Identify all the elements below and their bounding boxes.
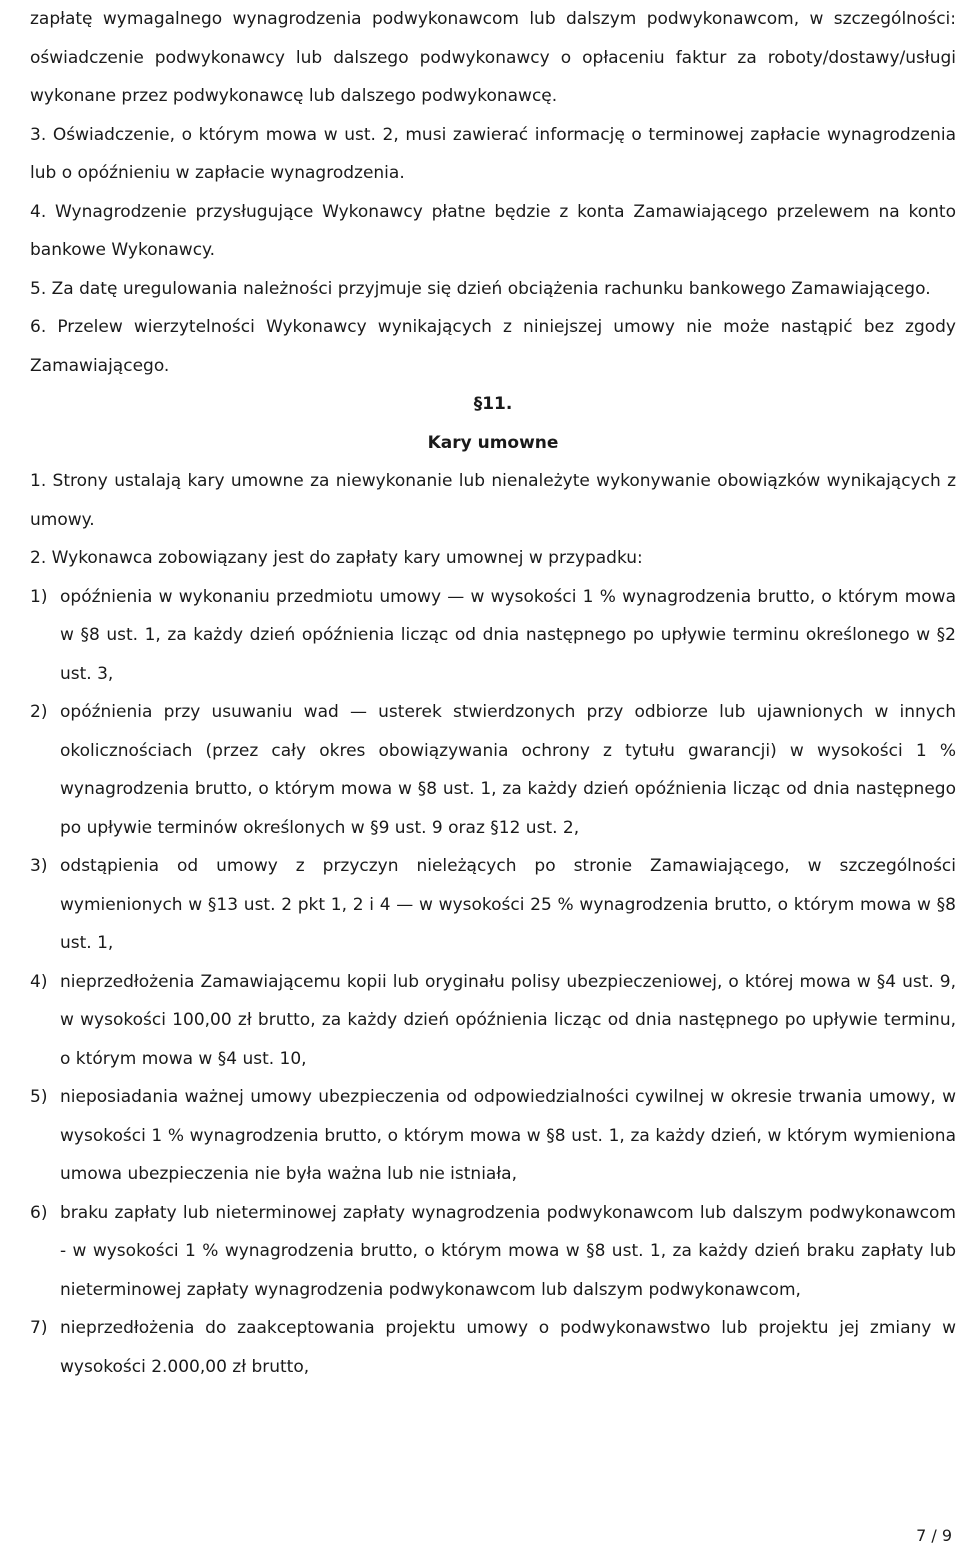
document-body xyxy=(30,0,956,1386)
list-item-number: 1) xyxy=(30,586,48,607)
list-item-text: opóźnienia przy usuwaniu wad — usterek stwierdzonych przy odbiorze lub ujawnionych w innych okolicznościach (przez cały okres obowiązywania ochrony z tytułu gwarancji) w wysokości 1 % wynagrodzenia brutto, o którym mowa w §8 ust. 1, za każdy dzień opóźnienia licząc od dnia następnego po upływie terminów określonych w §9 ust. 9 oraz §12 ust. 2, xyxy=(60,702,956,838)
list-item-number: 2) xyxy=(30,702,48,722)
list-item-number: 5) xyxy=(30,1087,48,1107)
section-paragraph-1: 1. Strony ustalają kary umowne za niewykonanie lub nienależyte wykonywanie obowiązków wynikających z umowy. xyxy=(30,471,956,530)
penalty-list xyxy=(30,578,956,1387)
list-item-text: nieposiadania ważnej umowy ubezpieczenia od odpowiedzialności cywilnej w okresie trwania umowy, w wysokości 1 % wynagrodzenia brutto, o którym mowa w §8 ust. 1, za każdy dzień, w którym wymieniona umowa ubezpieczenia nie była ważna lub nie istniała, xyxy=(60,1087,956,1184)
paragraph-3: 3. Oświadczenie, o którym mowa w ust. 2, musi zawierać informację o terminowej zapłacie wynagrodzenia lub o opóźnieniu w zapłacie wynagrodzenia. xyxy=(30,124,956,183)
paragraph-6: 6. Przelew wierzytelności Wykonawcy wynikających z niniejszej umowy nie może nastąpić bez zgody Zamawiającego. xyxy=(30,317,956,376)
list-item xyxy=(30,1309,956,1386)
section-paragraph-2: 2. Wykonawca zobowiązany jest do zapłaty kary umownej w przypadku: xyxy=(30,548,643,568)
paragraph-continuation: zapłatę wymagalnego wynagrodzenia podwykonawcom lub dalszym podwykonawcom, w szczególności: oświadczenie podwykonawcy lub dalszego podwykonawcy o opłaceniu faktur za roboty/dostawy/usługi wykonane przez podwykonawcę lub dalszego podwykonawcę. xyxy=(30,9,956,106)
list-item-number: 7) xyxy=(30,1318,48,1338)
list-item-text: odstąpienia od umowy z przyczyn nieleżących po stronie Zamawiającego, w szczególności wymienionych w §13 ust. 2 pkt 1, 2 i 4 — w wysokości 25 % wynagrodzenia brutto, o którym mowa w §8 ust. 1, xyxy=(60,856,956,953)
list-item xyxy=(30,1194,956,1310)
list-item-number: 3) xyxy=(30,856,48,876)
list-item xyxy=(30,1078,956,1194)
list-item-text: braku zapłaty lub nieterminowej zapłaty wynagrodzenia podwykonawcom lub dalszym podwykonawcom - w wysokości 1 % wynagrodzenia brutto, o którym mowa w §8 ust. 1, za każdy dzień braku zapłaty lub nieterminowej zapłaty wynagrodzenia podwykonawcom lub dalszym podwykonawcom, xyxy=(60,1202,956,1300)
list-item xyxy=(30,963,956,1079)
list-item xyxy=(30,847,956,963)
list-item-text: opóźnienia w wykonaniu przedmiotu umowy — w wysokości 1 % wynagrodzenia brutto, o którym mowa w §8 ust. 1, za każdy dzień opóźnienia licząc od dnia następnego po upływie terminu określonego w §2 ust. 3, xyxy=(60,586,956,684)
section-number: §11. xyxy=(473,394,513,414)
list-item xyxy=(30,693,956,847)
section-title: Kary umowne xyxy=(427,432,559,453)
list-item-number: 4) xyxy=(30,971,48,992)
list-item-number: 6) xyxy=(30,1202,48,1223)
list-item-text: nieprzedłożenia Zamawiającemu kopii lub oryginału polisy ubezpieczeniowej, o której mowa w §4 ust. 9, w wysokości 100,00 zł brutto, za każdy dzień opóźnienia licząc od dnia następnego po upływie terminu, o którym mowa w §4 ust. 10, xyxy=(60,971,956,1069)
paragraph-5: 5. Za datę uregulowania należności przyjmuje się dzień obciążenia rachunku bankowego Zamawiającego. xyxy=(30,278,931,299)
page-number: 7 / 9 xyxy=(916,1526,952,1545)
paragraph-4: 4. Wynagrodzenie przysługujące Wykonawcy płatne będzie z konta Zamawiającego przelewem na konto bankowe Wykonawcy. xyxy=(30,201,956,260)
list-item xyxy=(30,578,956,694)
list-item-text: nieprzedłożenia do zaakceptowania projektu umowy o podwykonawstwo lub projektu jej zmiany w wysokości 2.000,00 zł brutto, xyxy=(60,1318,956,1377)
